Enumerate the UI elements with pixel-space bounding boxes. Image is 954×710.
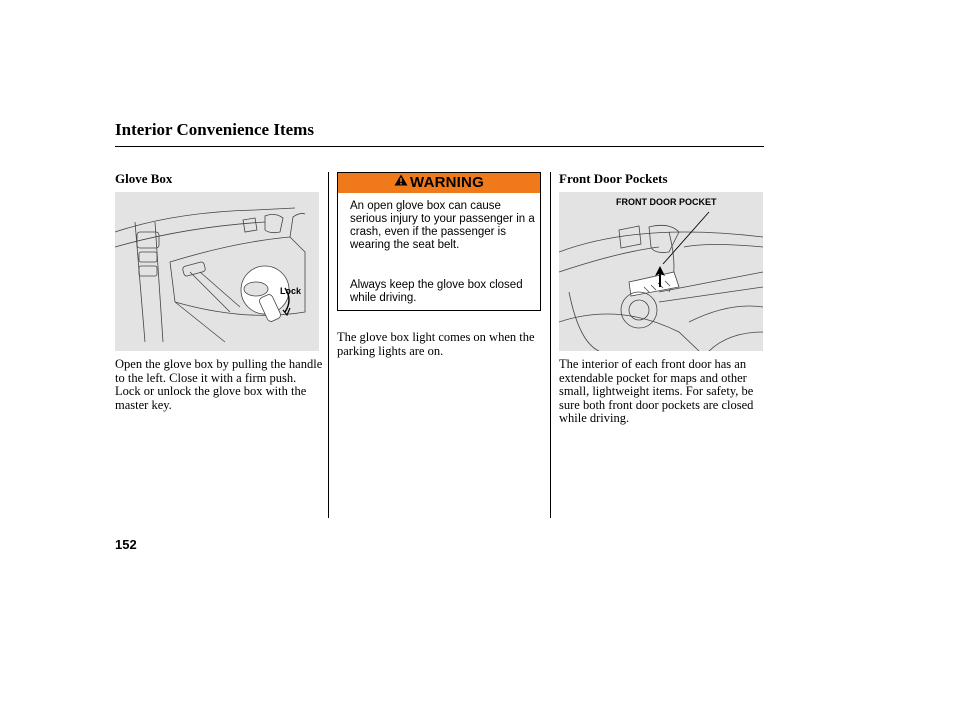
warning-triangle-icon [394,173,408,191]
page-title: Interior Convenience Items [115,120,314,139]
warning-paragraph-1: An open glove box can cause serious injury to your passenger in a crash, even if the passenger is wearing the seat belt. [350,200,535,251]
door-pocket-illustration [559,192,763,351]
column-divider-left [328,172,329,518]
column-divider-right [550,172,551,518]
glove-box-text: Open the glove box by pulling the handle to the left. Close it with a firm push. Lock or unlock the glove box with the master key. [115,357,323,412]
warning-paragraph-2: Always keep the glove box closed while driving. [350,279,523,304]
glove-box-drawing [115,192,319,351]
glove-box-light-note: The glove box light comes on when the parking lights are on. [337,330,535,358]
warning-box [337,172,541,311]
title-divider [115,146,764,147]
door-pocket-drawing [559,192,763,351]
glove-box-illustration [115,192,319,351]
door-pockets-heading: Front Door Pockets [559,171,668,186]
door-pockets-text: The interior of each front door has an extendable pocket for maps and other small, lightweight items. For safety, be sure both front door pockets are closed while driving. [559,357,754,425]
warning-banner [338,173,540,193]
warning-title: WARNING [410,174,484,191]
lock-label: Lock [280,286,302,296]
page-number: 152 [115,537,137,552]
glove-box-heading: Glove Box [115,171,173,186]
front-door-pocket-label: FRONT DOOR POCKET [616,197,717,207]
